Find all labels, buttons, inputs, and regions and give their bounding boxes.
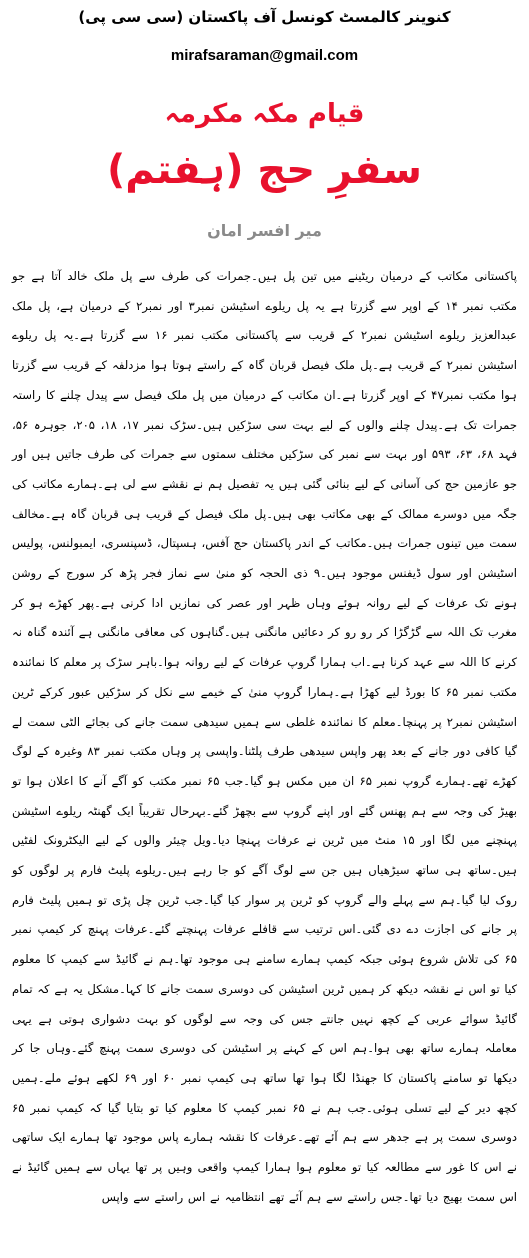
article-title: سفرِ حج (ہفتم)	[107, 147, 422, 193]
article-body: پاکستانی مکاتب کے درمیان ریٹینے میں تین پل ہیں۔جمرات کی طرف سے پل ملک خالد آتا ہے جو مکتب نمبر ۱۴ کے اوپر سے گزرتا ہے یہ پل ریلوے اسٹیشن نمبر۳ اور نمبر۲ کے درمیان ہے، پل ملک عبدالعزیز ریلوے اسٹیشن نمبر۲ کے قریب سے پاکستانی مکتب نمبر ۱۶ سے گزرتا ہے۔یہ پل ریلوے اسٹیشن نمبر۲ کے قریب ہے۔پل ملک فیصل قربان گاہ کے راستے ہوتا ہوا مزدلفہ کے قریب سے گزرتا ہوا مکتب نمبر۴۷ کے اوپر گزرتا ہے۔ان مکاتب کے درمیان میں پل ملک فیصل سے پیدل چلنے کا راستہ جمرات تک ہے۔پیدل چلنے والوں کے لیے بہت سی سڑکیں ہیں۔سڑک نمبر ۱۷، ۱۸، ۲۰۵، جوہرہ ۵۶، فہد ۶۸، ۶۳، ۵۹۳ اور بہت سے نمبر کی سڑکیں مختلف سمتوں سے جمرات کی طرف جاتیں ہیں اور جو عازمین حج کی آسانی کے لیے بنائی گئی ہیں یہ تفصیل ہم نے نقشے سے لی ہے۔ہمارے مکاتب کی جگہ میں دوسرے ممالک کے بھی مکاتب بھی ہیں۔پل ملک فیصل کے قریب ہی قربان گاہ ہے۔مخالف سمت میں تینوں جمرات ہیں۔مکاتب کے اندر پاکستان حج آفس، ہسپتال، ڈسپنسری، ایمبولنس، پولیس اسٹیشن اور سول ڈیفنس موجود ہیں۔۹ ذی الحجہ کو منیٰ سے نماز فجر پڑھ کر سورج کے روشن ہونے تک عرفات کے لیے روانہ ہوئے وہاں ظہر اور عصر کی نمازیں ادا کرنی ہے۔پھر کھڑے ہو کر مغرب تک اللہ سے گڑگڑا کر رو رو کر دعائیں مانگنی ہیں۔گناہوں کی معافی مانگنی ہے آئندہ گناہ نہ کرنے کا اللہ سے عہد کرنا ہے۔اب ہمارا گروپ عرفات کے لیے روانہ ہوا۔باہر سڑک پر معلم کا نمائندہ مکتب نمبر ۶۵ کا بورڈ لیے کھڑا ہے۔ہمارا گروپ منیٰ کے خیمے سے نکل کر سڑکیں عبور کرکے ٹرین اسٹیشن نمبر۲ پر پہنچا۔معلم کا نمائندہ غلطی سے ہمیں سیدھی سمت جانے کی بجائے الٹی سمت لے گیا کافی دور جانے کے بعد پھر واپس سیدھی طرف پلٹنا۔واپسی پر وہاں مکتب نمبر ۸۳ وغیرہ کے لوگ کھڑے تھے۔ہمارے گروپ نمبر ۶۵ ان میں مکس ہو گیا۔جب ۶۵ نمبر مکتب کو آگے آنے کا اعلان ہوا تو بھیڑ کی وجہ سے ہم پھنس گئے اور اپنے گروپ سے بچھڑ گئے۔بہرحال تقریباً ایک گھنٹہ ریلوے اسٹیشن پہنچنے میں لگا اور ۱۵ منٹ میں ٹرین نے عرفات پہنچا دیا۔ویل چیئر والوں کے لیے الیکٹرونک لفٹیں ہیں۔ساتھ ہی ساتھ سیڑھیاں ہیں جن سے لوگ آگے کو جا رہے ہیں۔ریلوے پلیٹ فارم پر لوگوں کو روک لیا گیا۔ہم سے پہلے والے گروپ کو ٹرین پر سوار کیا گیا۔جب ٹرین چل پڑی تو ہمیں پلیٹ فارم پر جانے کی اجازت دے دی گئی۔اس ترتیب سے قافلے عرفات پہنچتے گئے۔عرفات پہنچ کر کیمپ نمبر ۶۵ کی تلاش شروع ہوئی جبکہ کیمپ ہمارے سامنے ہی موجود تھا۔ہم نے گائیڈ سے کیمپ کا معلوم کیا تو اس نے نقشہ دیکھ کر ہمیں ٹرین اسٹیشن کی دوسری سمت جانے کا کہا۔مشکل یہ ہے کہ تمام گائیڈ سوائے عربی کے کچھ نہیں جانتے جس کی وجہ سے لوگوں کو بہت دشواری ہوتی ہے یہی معاملہ ہمارے ساتھ بھی ہوا۔ہم اس کے کہنے پر اسٹیشن کی دوسری سمت پہنچ گئے۔وہاں جا کر دیکھا تو سامنے پاکستان کا جھنڈا لگا ہوا تھا ساتھ ہی کیمپ نمبر ۶۰ اور ۶۹ لکھے ہوئے ملے۔ہمیں کچھ دیر کے لیے تسلی ہوئی۔جب ہم نے ۶۵ نمبر کیمپ کا معلوم کیا تو بتایا گیا کہ کیمپ نمبر ۶۵ دوسری سمت پر ہے جدھر سے ہم آئے تھے۔عرفات کا نقشہ ہمارے پاس موجود تھا ہمارے ایک ساتھی نے اس کا غور سے مطالعہ کیا تو معلوم ہوا ہمارا کیمپ واقعی وہیں پر تھا یہاں سے ہمیں گائیڈ نے اس سمت بھیج دیا تھا۔جس راستے سے ہم آئے تھے انتظامیہ نے اس راستے سے واپس	[12, 269, 518, 1204]
author-email: mirafsaraman@gmail.com	[170, 47, 359, 64]
article-byline: میر افسر امان	[207, 221, 322, 240]
author-affiliation: کنوینر کالمسٹ کونسل آف پاکستان (سی سی پی)	[78, 8, 451, 26]
article-subtitle: قیام مکہ مکرمہ	[164, 99, 365, 129]
